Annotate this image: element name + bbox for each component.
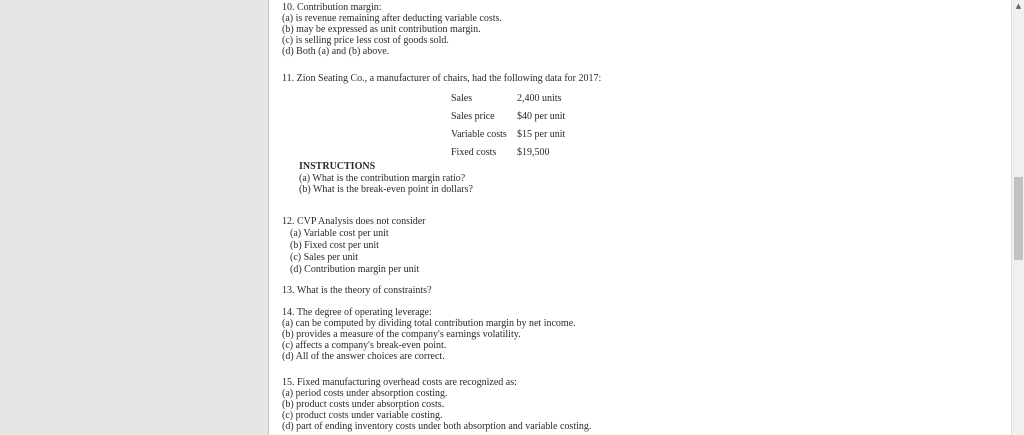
q12-title: 12. CVP Analysis does not consider: [282, 216, 426, 227]
q11-table-value-variable-costs: $15 per unit: [517, 129, 566, 140]
q15-option-b: (b) product costs under absorption costs.: [282, 399, 445, 410]
vertical-scrollbar[interactable]: [1011, 0, 1024, 435]
q11-title: 11. Zion Seating Co., a manufacturer of chairs, had the following data for 2017:: [282, 73, 602, 84]
q12-option-c: (c) Sales per unit: [290, 252, 359, 263]
q12-option-b: (b) Fixed cost per unit: [290, 240, 379, 251]
q13-title: 13. What is the theory of constraints?: [282, 285, 432, 296]
q11-instruction-a: (a) What is the contribution margin ratio?: [299, 173, 466, 184]
q10-option-a: (a) is revenue remaining after deducting variable costs.: [282, 13, 502, 24]
q11-table-label-sales: Sales: [451, 93, 473, 104]
q14-title: 14. The degree of operating leverage:: [282, 307, 432, 318]
q10-option-d: (d) Both (a) and (b) above.: [282, 46, 390, 57]
q14-option-c: (c) affects a company's break-even point.: [282, 340, 447, 351]
q11-table-label-variable-costs: Variable costs: [451, 129, 507, 140]
q10-option-b: (b) may be expressed as unit contribution margin.: [282, 24, 481, 35]
q14-option-b: (b) provides a measure of the company's earnings volatility.: [282, 329, 521, 340]
q11-table-value-sales-price: $40 per unit: [517, 111, 566, 122]
document-page: [268, 0, 1012, 435]
q15-option-a: (a) period costs under absorption costing.: [282, 388, 448, 399]
q10-title: 10. Contribution margin:: [282, 2, 382, 13]
q11-instructions-heading: INSTRUCTIONS: [299, 161, 376, 172]
q10-option-c: (c) is selling price less cost of goods sold.: [282, 35, 449, 46]
q15-title: 15. Fixed manufacturing overhead costs are recognized as:: [282, 377, 517, 388]
q11-table-label-fixed-costs: Fixed costs: [451, 147, 497, 158]
q11-table-value-sales: 2,400 units: [517, 93, 562, 104]
q11-instruction-b: (b) What is the break-even point in dollars?: [299, 184, 473, 195]
q12-option-a: (a) Variable cost per unit: [290, 228, 389, 239]
q11-table-label-sales-price: Sales price: [451, 111, 495, 122]
q11-table-value-fixed-costs: $19,500: [517, 147, 550, 158]
q15-option-c: (c) product costs under variable costing.: [282, 410, 443, 421]
q12-option-d: (d) Contribution margin per unit: [290, 264, 420, 275]
q14-option-d: (d) All of the answer choices are correct.: [282, 351, 445, 362]
scroll-up-arrow-icon[interactable]: ▲: [1015, 2, 1022, 10]
scroll-thumb[interactable]: [1014, 177, 1023, 260]
q15-option-d: (d) part of ending inventory costs under both absorption and variable costing.: [282, 421, 592, 432]
q14-option-a: (a) can be computed by dividing total contribution margin by net income.: [282, 318, 576, 329]
